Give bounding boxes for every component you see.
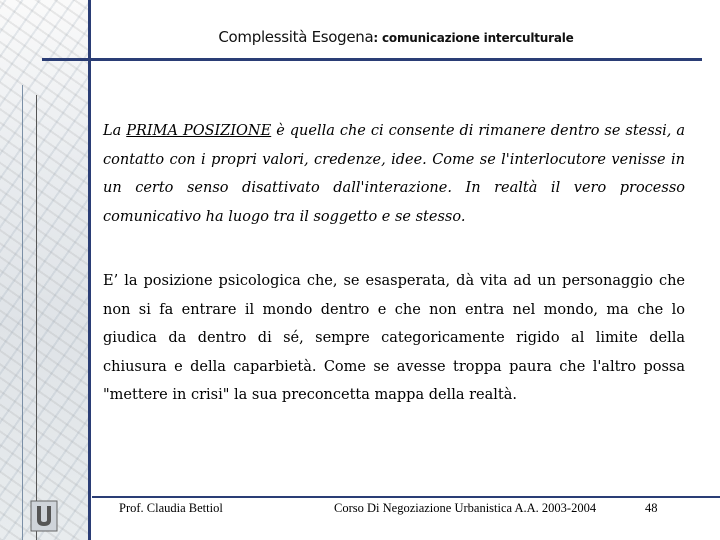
para1-underlined-term: PRIMA POSIZIONE — [126, 123, 272, 139]
title-divider — [42, 58, 702, 61]
sidebar-map-background — [0, 0, 90, 540]
sidebar-border-line — [88, 0, 91, 540]
title-main: Complessità Esogena — [218, 28, 374, 46]
footer-divider — [92, 496, 720, 498]
footer-author: Prof. Claudia Bettiol — [119, 501, 223, 515]
para1-prefix: La — [103, 123, 127, 139]
decorative-vertical-line — [36, 95, 37, 540]
footer-course: Corso Di Negoziazione Urbanistica A.A. 2003-2004 — [334, 501, 597, 515]
paragraph-psychological-position: E’ la posizione psicologica che, se esasperata, dà vita ad un personaggio che non si fa entrare il mondo dentro e che non entra nel mondo, ma che lo giudica da dentro di sé, sempre categoricamente rigido al limite della chiusura e della caparbietà. Come se avesse troppa paura che l'altro possa "mettere in crisi" la sua preconcetta mappa della realtà. — [103, 273, 685, 403]
para1-rest: è quella che ci consente di rimanere dentro se stessi, a contatto con i propri valori, credenze, idee. Come se l'interlocutore venisse in un certo senso disattivato dall'interazione. In realtà il vero processo comunicativo ha luogo tra il soggetto e se stesso. — [103, 123, 685, 225]
university-logo-icon — [30, 500, 58, 532]
paragraph-prima-posizione — [103, 117, 685, 231]
page-title — [92, 27, 700, 46]
title-sub: : comunicazione interculturale — [373, 31, 574, 45]
decorative-vertical-line — [22, 85, 23, 540]
page-number: 48 — [645, 501, 658, 515]
